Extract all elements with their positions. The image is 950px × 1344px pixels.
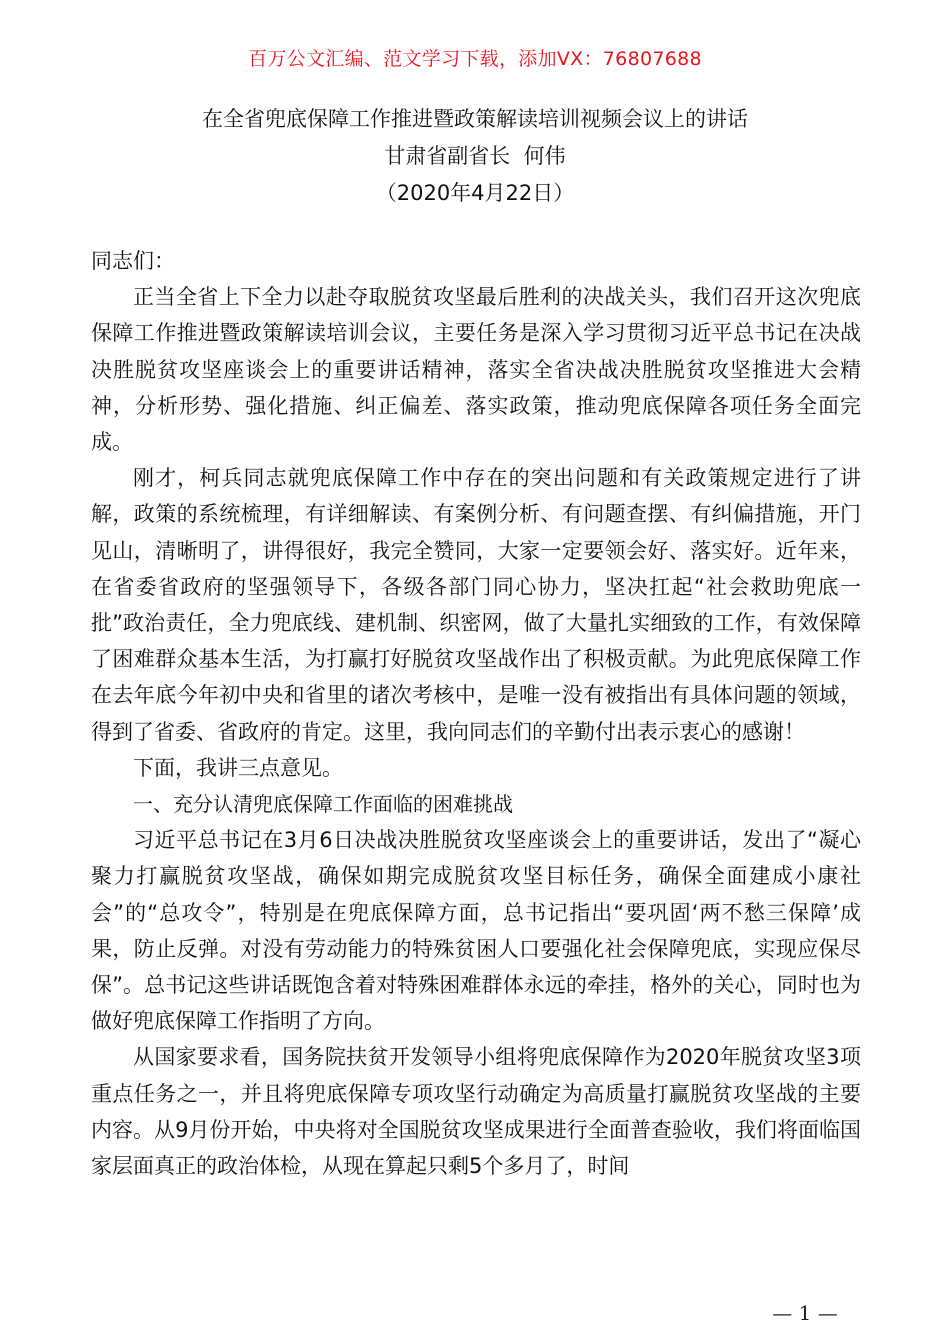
paragraph: 从国家要求看，国务院扶贫开发领导小组将兜底保障作为2020年脱贫攻坚3项重点任务之一，并且将兜底保障专项攻坚行动确定为高质量打赢脱贫攻坚战的主要内容。从9月份开始，中央将对全国脱贫攻坚成果进行全面普查验收，我们将面临国家层面真正的政治体检，从现在算起只剩5个多月了，时间	[91, 1045, 861, 1179]
paragraph: 刚才，柯兵同志就兜底保障工作中存在的突出问题和有关政策规定进行了讲解，政策的系统梳理，有详细解读、有案例分析、有问题查摆、有纠偏措施，开门见山，清晰明了，讲得很好，我完全赞同，大家一定要领会好、落实好。近年来，在省委省政府的坚强领导下，各级各部门同心协力，坚决扛起“社会救助兜底一批”政治责任，全力兜底线、建机制、织密网，做了大量扎实细致的工作，有效保障了困难群众基本生活，为打赢打好脱贫攻坚战作出了积极贡献。为此兜底保障工作在去年底今年初中央和省里的诸次考核中，是唯一没有被指出有具体问题的领域，得到了省委、省政府的肯定。这里，我向同志们的辛勤付出表示衷心的感谢！	[91, 466, 861, 744]
speaker-line: 甘肃省副省长 何伟	[384, 144, 566, 168]
document-title: 在全省兜底保障工作推进暨政策解读培训视频会议上的讲话	[202, 107, 748, 131]
paragraph: 下面，我讲三点意见。	[133, 755, 343, 780]
page-number: — 1 —	[772, 1301, 838, 1325]
paragraph: 正当全省上下全力以赴夺取脱贫攻坚最后胜利的决战关头，我们召开这次兜底保障工作推进暨政策解读培训会议，主要任务是深入学习贯彻习近平总书记在决战决胜脱贫攻坚座谈会上的重要讲话精神，落实全省决战决胜脱贫攻坚推进大会精神，分析形势、强化措施、纠正偏差、落实政策，推动兜底保障各项任务全面完成。	[91, 285, 861, 455]
speech-date: （2020年4月22日）	[375, 181, 575, 205]
greeting: 同志们：	[91, 249, 175, 273]
title-block	[0, 101, 950, 212]
section-heading: 一、充分认清兜底保障工作面临的困难挑战	[133, 792, 513, 817]
document-body	[91, 243, 861, 1184]
paragraph: 习近平总书记在3月6日决战决胜脱贫攻坚座谈会上的重要讲话，发出了“凝心聚力打赢脱贫攻坚战，确保如期完成脱贫攻坚目标任务，确保全面建成小康社会”的“总攻令”，特别是在兜底保障方面，总书记指出“要巩固‘两不愁三保障’成果，防止反弹。对没有劳动能力的特殊贫困人口要强化社会保障兜底，实现应保尽保”。总书记这些讲话既饱含着对特殊困难群体永远的牵挂，格外的关心，同时也为做好兜底保障工作指明了方向。	[91, 828, 861, 1034]
header-banner: 百万公文汇编、范文学习下载，添加VX：76807688	[248, 48, 702, 70]
